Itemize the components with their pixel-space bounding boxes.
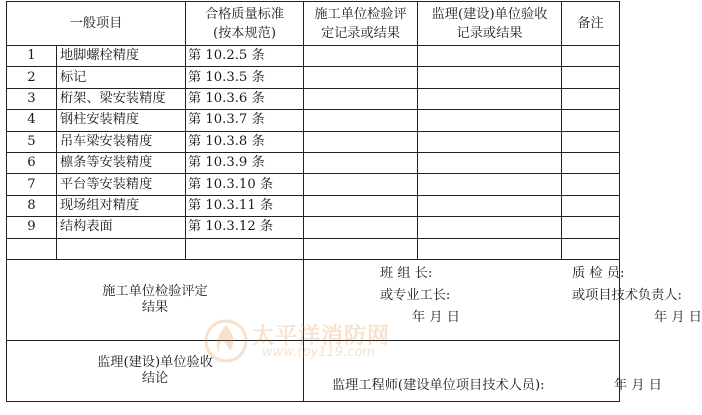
supervision-conclusion-label-line2: 结论	[141, 370, 169, 386]
row-item: 现场组对精度	[57, 195, 186, 216]
row-supervision-cell[interactable]	[418, 217, 562, 238]
supervision-conclusion-row	[7, 340, 620, 401]
row-construction-cell[interactable]	[304, 217, 418, 238]
row-item: 钢柱安装精度	[57, 110, 186, 131]
row-remarks-cell[interactable]	[562, 238, 620, 259]
row-item: 桁架、梁安装精度	[57, 88, 186, 109]
construction-date-label: 年 月 日	[412, 309, 460, 325]
supervision-conclusion-label-line1: 监理(建设)单位验收	[97, 354, 213, 370]
foreman-label: 或专业工长:	[380, 287, 451, 303]
row-number: 9	[7, 217, 57, 238]
row-construction-cell[interactable]	[304, 174, 418, 195]
table-row	[7, 131, 620, 152]
header-remarks: 备注	[562, 2, 620, 46]
row-number: 3	[7, 88, 57, 109]
row-remarks-cell[interactable]	[562, 195, 620, 216]
row-standard: 第 10.3.8 条	[186, 131, 304, 152]
acceptance-record-form	[6, 1, 702, 413]
row-number: 2	[7, 67, 57, 88]
tech-lead-label: 或项目技术负责人:	[572, 287, 682, 303]
row-item: 地脚螺栓精度	[57, 46, 186, 67]
header-supervision-record-line2: 记录或结果	[456, 25, 523, 41]
team-leader-label: 班 组 长:	[380, 265, 433, 281]
row-standard: 第 10.3.9 条	[186, 152, 304, 173]
construction-eval-signature-area[interactable]	[304, 259, 702, 340]
header-quality-standard-line2: (按本规范)	[212, 25, 277, 41]
row-construction-cell[interactable]	[304, 67, 418, 88]
row-construction-cell[interactable]	[304, 46, 418, 67]
construction-eval-label-line2: 结果	[141, 299, 169, 315]
row-supervision-cell[interactable]	[418, 67, 562, 88]
row-remarks-cell[interactable]	[562, 67, 620, 88]
row-item: 檩条等安装精度	[57, 152, 186, 173]
row-number: 5	[7, 131, 57, 152]
header-quality-standard-line1: 合格质量标准	[204, 6, 285, 22]
construction-eval-label	[7, 259, 304, 340]
row-standard: 第 10.3.12 条	[186, 217, 304, 238]
row-standard: 第 10.3.10 条	[186, 174, 304, 195]
row-number: 1	[7, 46, 57, 67]
row-supervision-cell[interactable]	[418, 88, 562, 109]
row-supervision-cell[interactable]	[418, 174, 562, 195]
row-construction-cell[interactable]	[304, 88, 418, 109]
table-row-blank	[7, 238, 620, 259]
row-standard: 第 10.3.6 条	[186, 88, 304, 109]
row-construction-cell[interactable]	[304, 152, 418, 173]
row-remarks-cell[interactable]	[562, 88, 620, 109]
supervision-engineer-label: 监理工程师(建设单位项目技术人员):	[332, 377, 545, 393]
supervision-signature-area[interactable]	[304, 340, 662, 401]
row-number: 4	[7, 110, 57, 131]
row-standard-blank[interactable]	[186, 238, 304, 259]
row-construction-cell[interactable]	[304, 131, 418, 152]
row-remarks-cell[interactable]	[562, 174, 620, 195]
table-row	[7, 174, 620, 195]
row-number: 8	[7, 195, 57, 216]
header-supervision-record-line1: 监理(建设)单位验收	[431, 6, 548, 22]
row-item-blank[interactable]	[57, 238, 186, 259]
row-item: 平台等安装精度	[57, 174, 186, 195]
row-construction-cell[interactable]	[304, 110, 418, 131]
supervision-conclusion-label	[7, 340, 304, 401]
row-standard: 第 10.3.7 条	[186, 110, 304, 131]
header-general-items: 一般项目	[7, 2, 186, 46]
general-items-table	[6, 1, 702, 402]
inspection-date-label: 年 月 日	[654, 309, 702, 325]
row-remarks-cell[interactable]	[562, 152, 620, 173]
row-item: 结构表面	[57, 217, 186, 238]
watermark-url: www.tpy119.com	[262, 345, 375, 360]
table-row	[7, 217, 620, 238]
row-number: 6	[7, 152, 57, 173]
row-standard: 第 10.3.11 条	[186, 195, 304, 216]
table-row	[7, 67, 620, 88]
table-row	[7, 110, 620, 131]
watermark-text: 太平洋消防网	[252, 324, 391, 349]
row-number: 7	[7, 174, 57, 195]
header-construction-record	[304, 2, 418, 46]
row-standard: 第 10.3.5 条	[186, 67, 304, 88]
row-remarks-cell[interactable]	[562, 46, 620, 67]
row-supervision-cell[interactable]	[418, 195, 562, 216]
header-supervision-record	[418, 2, 562, 46]
table-row	[7, 195, 620, 216]
row-construction-cell[interactable]	[304, 238, 418, 259]
row-supervision-cell[interactable]	[418, 152, 562, 173]
header-construction-record-line1: 施工单位检验评	[314, 6, 407, 22]
row-supervision-cell[interactable]	[418, 238, 562, 259]
table-row	[7, 46, 620, 67]
row-supervision-cell[interactable]	[418, 131, 562, 152]
row-number-blank	[7, 238, 57, 259]
row-standard: 第 10.2.5 条	[186, 46, 304, 67]
row-remarks-cell[interactable]	[562, 131, 620, 152]
row-supervision-cell[interactable]	[418, 46, 562, 67]
row-remarks-cell[interactable]	[562, 217, 620, 238]
header-quality-standard	[186, 2, 304, 46]
construction-eval-row	[7, 259, 620, 340]
row-supervision-cell[interactable]	[418, 110, 562, 131]
row-item: 吊车梁安装精度	[57, 131, 186, 152]
table-row	[7, 152, 620, 173]
header-construction-record-line2: 定记录或结果	[320, 25, 401, 41]
inspector-label: 质 检 员:	[572, 265, 625, 281]
supervision-date-label: 年 月 日	[614, 377, 662, 393]
header-row	[7, 2, 620, 46]
table-row	[7, 88, 620, 109]
row-item: 标记	[57, 67, 186, 88]
construction-eval-label-line1: 施工单位检验评定	[102, 283, 208, 299]
row-remarks-cell[interactable]	[562, 110, 620, 131]
row-construction-cell[interactable]	[304, 195, 418, 216]
